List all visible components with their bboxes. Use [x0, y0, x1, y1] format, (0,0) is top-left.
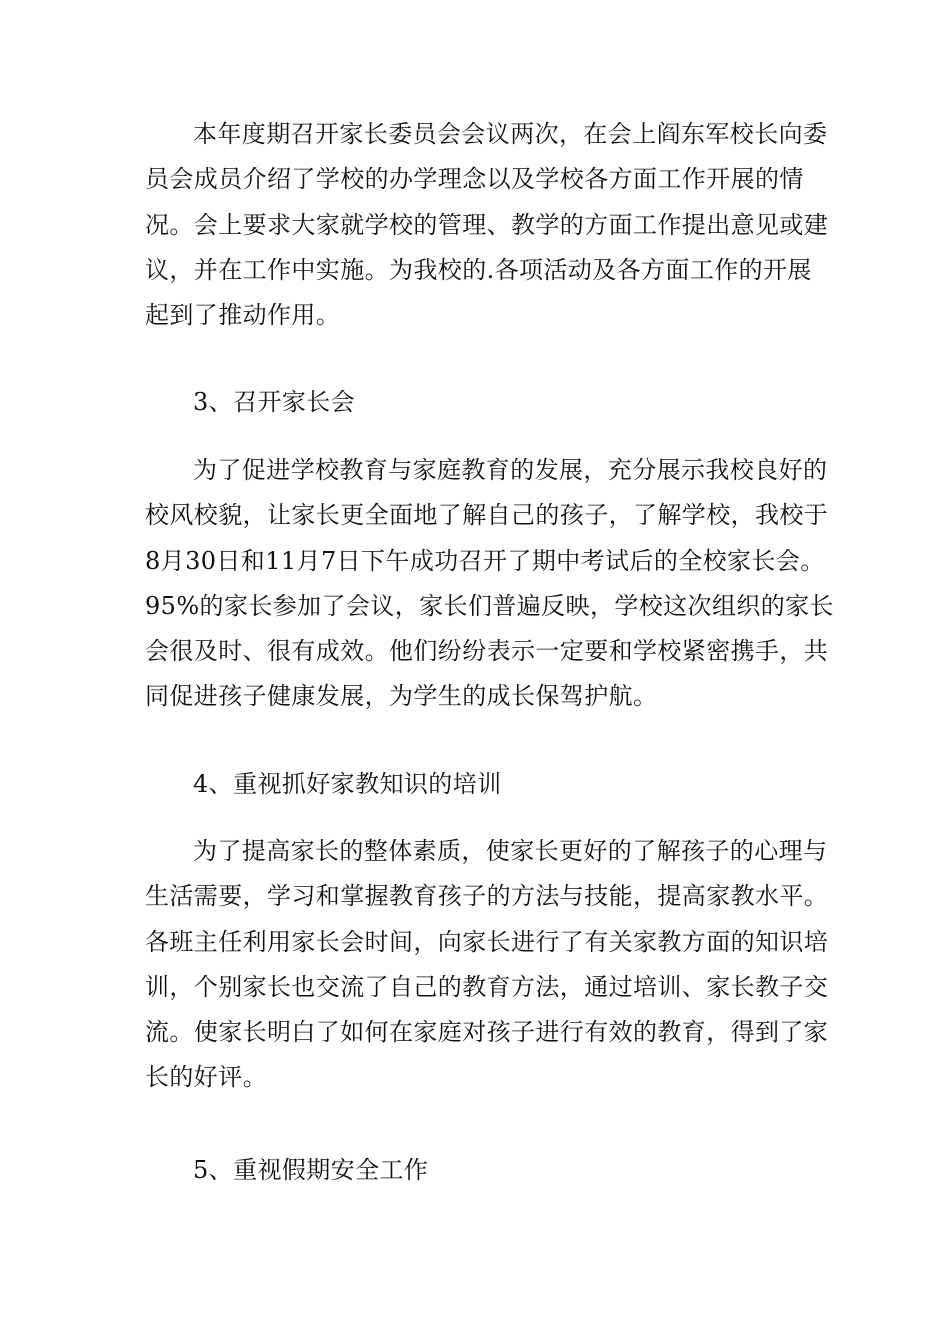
text-line: 为了促进学校教育与家庭教育的发展，充分展示我校良好的	[193, 456, 828, 484]
heading-text: 3、召开家长会	[193, 388, 356, 416]
text-line: 议，并在工作中实施。为我校的.各项活动及各方面工作的开展	[145, 255, 812, 284]
paragraph-parents-meeting	[145, 448, 834, 720]
heading-text: 4、重视抓好家教知识的培训	[193, 770, 502, 798]
section-heading-3	[145, 380, 810, 425]
text-line: 校风校貌，让家长更全面地了解自己的孩子，了解学校，我校于	[145, 501, 829, 530]
section-heading-5	[145, 1148, 810, 1193]
paragraph-parents-committee	[145, 112, 829, 338]
text-line: 员会成员介绍了学校的办学理念以及学校各方面工作开展的情	[145, 165, 804, 194]
text-line: 本年度期召开家长委员会会议两次，在会上阎东军校长向委	[193, 120, 828, 148]
text-line: 会很及时、很有成效。他们纷纷表示一定要和学校紧密携手，共	[145, 637, 829, 666]
text-line: 生活需要，学习和掌握教育孩子的方法与技能，提高家教水平。	[145, 882, 829, 911]
paragraph-training	[145, 829, 829, 1101]
text-line: 训，个别家长也交流了自己的教育方法，通过培训、家长教子交	[145, 972, 829, 1001]
text-line: 8月30日和11月7日下午成功召开了期中考试后的全校家长会。	[145, 546, 825, 575]
text-line: 为了提高家长的整体素质，使家长更好的了解孩子的心理与	[193, 837, 828, 865]
text-line: 同促进孩子健康发展，为学生的成长保驾护航。	[145, 682, 658, 711]
text-line: 况。会上要求大家就学校的管理、教学的方面工作提出意见或建	[145, 210, 829, 239]
heading-text: 5、重视假期安全工作	[193, 1156, 429, 1184]
text-line: 各班主任利用家长会时间，向家长进行了有关家教方面的知识培	[145, 927, 829, 956]
text-line: 起到了推动作用。	[145, 301, 341, 330]
text-line: 95%的家长参加了会议，家长们普遍反映，学校这次组织的家长	[145, 591, 834, 620]
text-line: 长的好评。	[145, 1063, 267, 1092]
text-line: 流。使家长明白了如何在家庭对孩子进行有效的教育，得到了家	[145, 1018, 829, 1047]
section-heading-4	[145, 762, 810, 807]
